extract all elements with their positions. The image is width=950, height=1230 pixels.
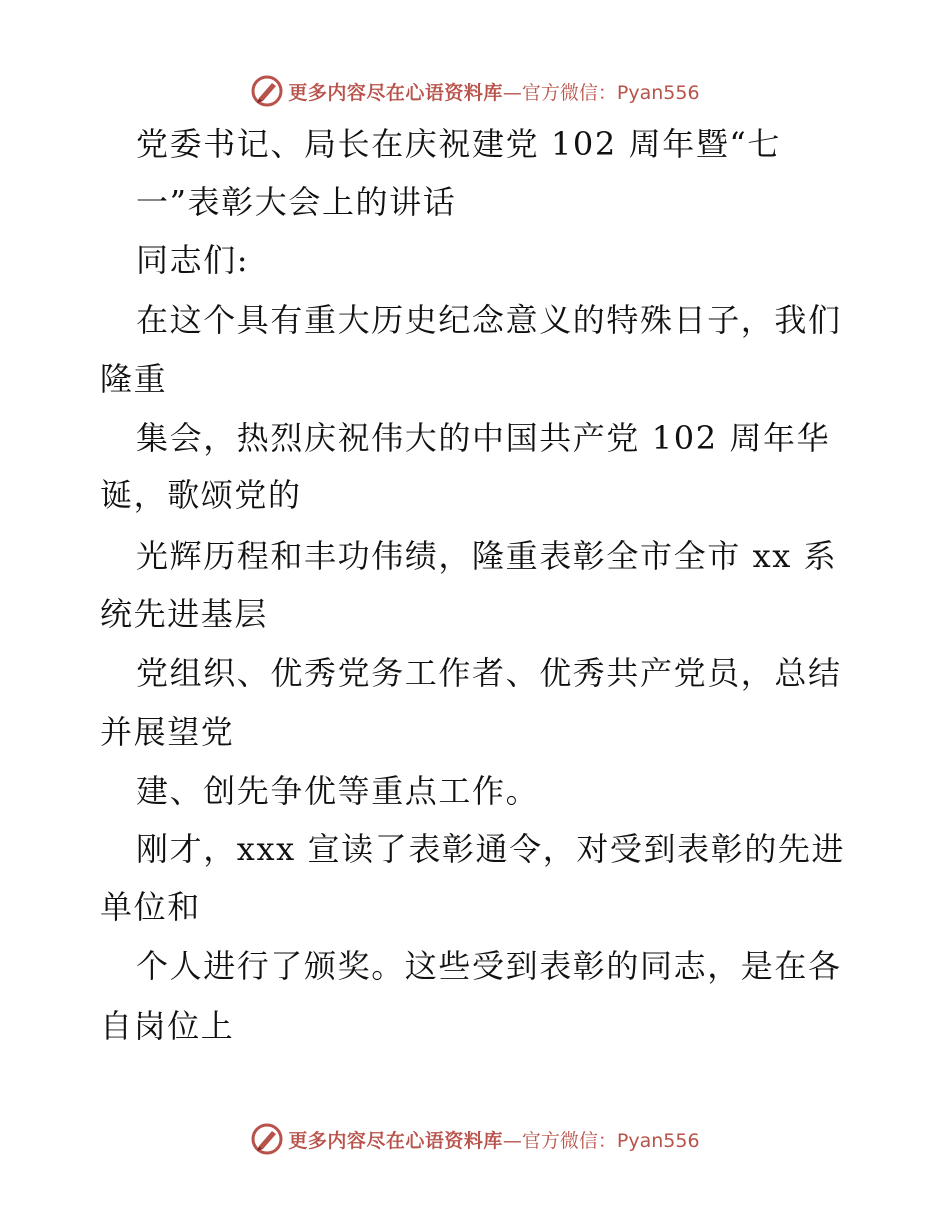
pen-logo-icon [250,1122,284,1156]
paragraph-line: 建、创先争优等重点工作。 [136,772,540,810]
header-banner [0,71,950,111]
footer-banner-wechat: —官方微信：Pyan556 [502,1129,700,1152]
footer-banner [0,1119,950,1159]
paragraph-line: 光辉历程和丰功伟绩，隆重表彰全市全市 xx 系 [136,537,838,575]
paragraph-line: 个人进行了颁奖。这些受到表彰的同志，是在各 [136,947,842,985]
footer-banner-text: 更多内容尽在心语资料库 [288,1129,503,1152]
paragraph-line: 单位和 [100,888,201,926]
header-banner-wechat: —官方微信：Pyan556 [502,81,700,104]
header-banner-text: 更多内容尽在心语资料库 [288,81,503,104]
paragraph-line: 刚才，xxx 宣读了表彰通令，对受到表彰的先进 [136,830,846,868]
paragraph-line: 隆重 [100,360,168,398]
paragraph-line: 诞，歌颂党的 [100,476,302,514]
paragraph-line: 统先进基层 [100,595,269,633]
pen-logo-icon [250,74,284,108]
paragraph-line: 集会，热烈庆祝伟大的中国共产党 102 周年华 [136,419,831,457]
paragraph-line: 在这个具有重大历史纪念意义的特殊日子，我们 [136,301,842,339]
paragraph-line: 自岗位上 [100,1007,235,1045]
title-line-1: 党委书记、局长在庆祝建党 102 周年暨“七 [136,125,781,163]
salutation: 同志们: [136,241,250,279]
paragraph-line: 党组织、优秀党务工作者、优秀共产党员，总结 [136,654,842,692]
title-line-2: 一”表彰大会上的讲话 [136,183,457,221]
paragraph-line: 并展望党 [100,713,235,751]
